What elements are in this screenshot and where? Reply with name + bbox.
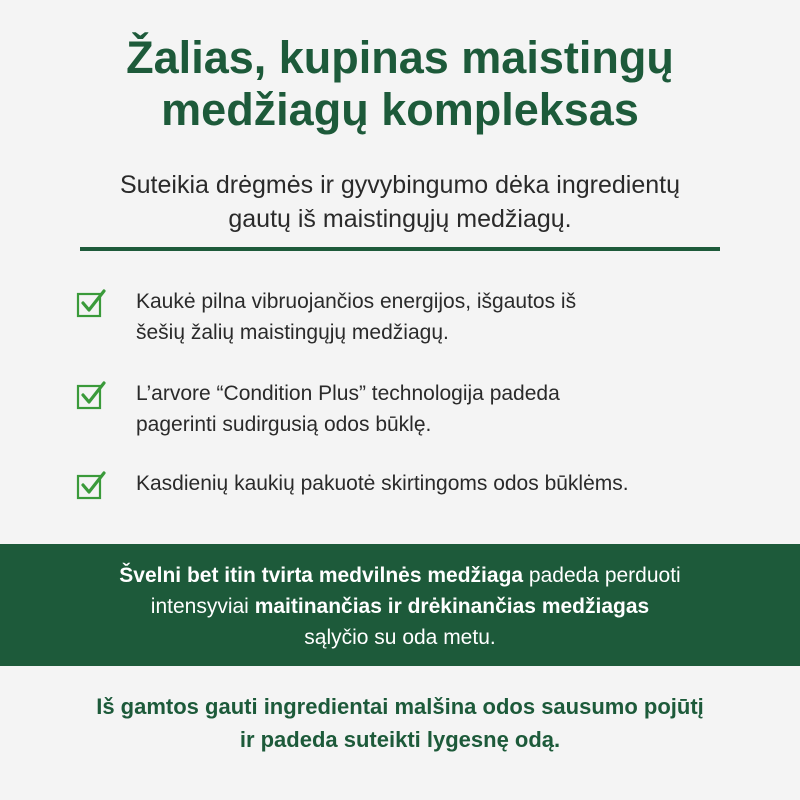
footer-line-2: ir padeda suteikti lygesnę odą. <box>239 727 561 752</box>
subtitle-line-1: Suteikia drėgmės ir gyvybingumo dėka ingredientų <box>119 171 681 199</box>
benefit-text <box>136 468 766 499</box>
headline-line-1: Žalias, kupinas maistingų <box>126 32 674 83</box>
banner-emphasis: maitinančias ir drėkinančias medžiagas <box>254 595 650 618</box>
footer-statement <box>0 690 800 756</box>
benefit-item <box>72 468 762 502</box>
banner-text: padeda perduoti <box>523 564 681 587</box>
benefit-text <box>136 378 766 440</box>
benefit-line: L’arvore “Condition Plus” technologija padeda <box>136 382 560 405</box>
benefit-item <box>72 378 762 442</box>
benefit-text <box>136 286 766 348</box>
footer-line-1: Iš gamtos gauti ingredientai malšina odos sausumo pojūtį <box>96 694 704 719</box>
divider <box>80 247 720 251</box>
subtitle <box>0 168 800 236</box>
banner-emphasis: Švelni bet itin tvirta medvilnės medžiaga <box>119 564 524 587</box>
subtitle-line-2: gautų iš maistingųjų medžiagų. <box>228 205 572 233</box>
benefit-line: šešių žalių maistingųjų medžiagų. <box>136 321 449 344</box>
headline-line-2: medžiagų kompleksas <box>161 84 639 135</box>
checkbox-check-icon <box>76 380 106 410</box>
benefit-line: Kaukė pilna vibruojančios energijos, išgautos iš <box>136 290 577 313</box>
banner-line-3: sąlyčio su oda metu. <box>304 626 496 649</box>
checkbox-check-icon <box>76 288 106 318</box>
benefit-item <box>72 286 762 350</box>
benefit-line: Kasdienių kaukių pakuotė skirtingoms odos būklėms. <box>136 472 629 495</box>
headline <box>0 32 800 136</box>
banner-line-1 <box>0 560 800 591</box>
checkbox-check-icon <box>76 470 106 500</box>
banner-line-2 <box>0 591 800 622</box>
banner-text: intensyviai <box>150 595 255 618</box>
benefit-line: pagerinti sudirgusią odos būklę. <box>136 413 432 436</box>
banner <box>0 544 800 666</box>
